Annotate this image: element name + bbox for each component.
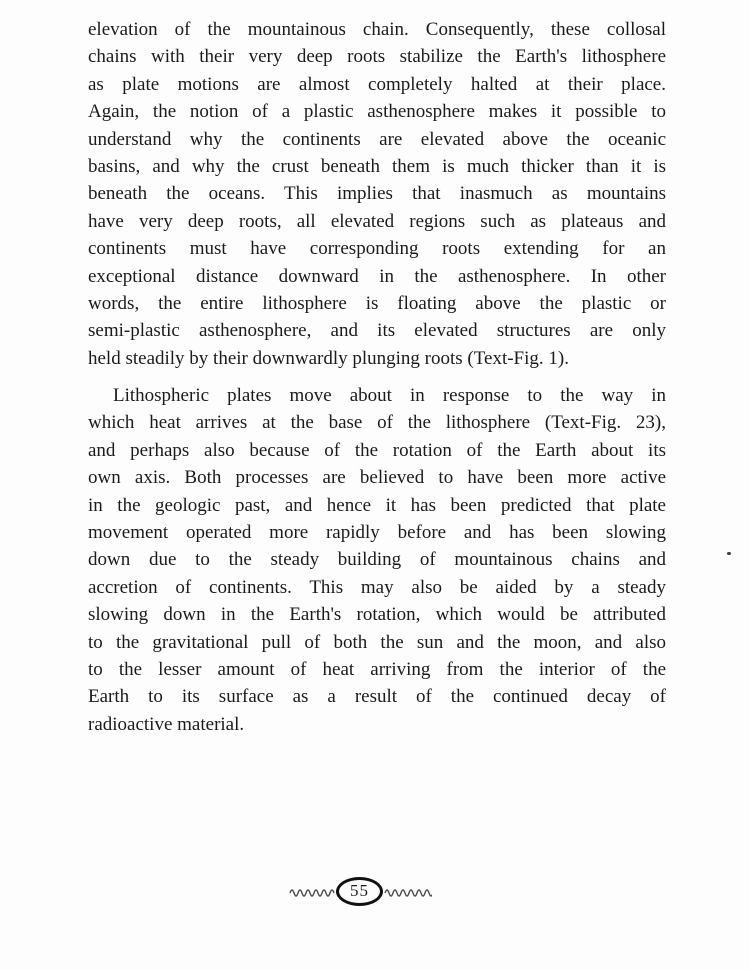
text-line: Again, the notion of a plastic asthenosphere makes it possible to <box>88 101 666 123</box>
text-line: in the geologic past, and hence it has been predicted that plate <box>88 494 666 516</box>
text-line: continents must have corresponding roots extending for an <box>88 238 666 260</box>
text-line: accretion of continents. This may also be aided by a steady <box>88 576 666 598</box>
page-number-ornament <box>289 877 432 906</box>
text-line: which heat arrives at the base of the lithosphere (Text-Fig. 23), <box>88 412 666 434</box>
text-line: down due to the steady building of mountainous chains and <box>88 549 666 571</box>
text-line: to the gravitational pull of both the sun and the moon, and also <box>88 631 666 653</box>
text-line: basins, and why the crust beneath them is much thicker than it is <box>88 155 666 177</box>
text-line: to the lesser amount of heat arriving from the interior of the <box>88 658 666 680</box>
page-text <box>88 16 666 738</box>
page-number-badge <box>336 877 383 906</box>
text-line: words, the entire lithosphere is floating above the plastic or <box>88 292 666 314</box>
text-line: radioactive material. <box>88 713 245 735</box>
text-line: own axis. Both processes are believed to have been more active <box>88 467 666 489</box>
squiggle-left-icon <box>289 886 335 898</box>
text-line: semi-plastic asthenosphere, and its elevated structures are only <box>88 320 666 342</box>
text-line: and perhaps also because of the rotation of the Earth about its <box>88 439 666 461</box>
text-line: as plate motions are almost completely halted at their place. <box>88 73 666 95</box>
text-line: slowing down in the Earth's rotation, which would be attributed <box>88 604 666 626</box>
paragraph-1 <box>88 16 666 372</box>
text-line: have very deep roots, all elevated regions such as plateaus and <box>88 210 666 232</box>
text-line: Lithospheric plates move about in response to the way in <box>113 385 666 407</box>
text-line: elevation of the mountainous chain. Consequently, these collosal <box>88 19 666 40</box>
text-line: held steadily by their downwardly plunging roots (Text-Fig. 1). <box>88 347 569 369</box>
text-line: movement operated more rapidly before and has been slowing <box>88 522 666 544</box>
scan-speck <box>727 552 731 555</box>
text-line: beneath the oceans. This implies that inasmuch as mountains <box>88 183 666 205</box>
page-number: 55 <box>350 881 369 900</box>
text-line: chains with their very deep roots stabilize the Earth's lithosphere <box>88 46 666 68</box>
squiggle-right-icon <box>384 886 432 898</box>
paragraph-2 <box>88 382 666 738</box>
text-line: understand why the continents are elevated above the oceanic <box>88 128 666 150</box>
text-line: exceptional distance downward in the asthenosphere. In other <box>88 265 666 287</box>
text-line: Earth to its surface as a result of the continued decay of <box>88 686 666 708</box>
